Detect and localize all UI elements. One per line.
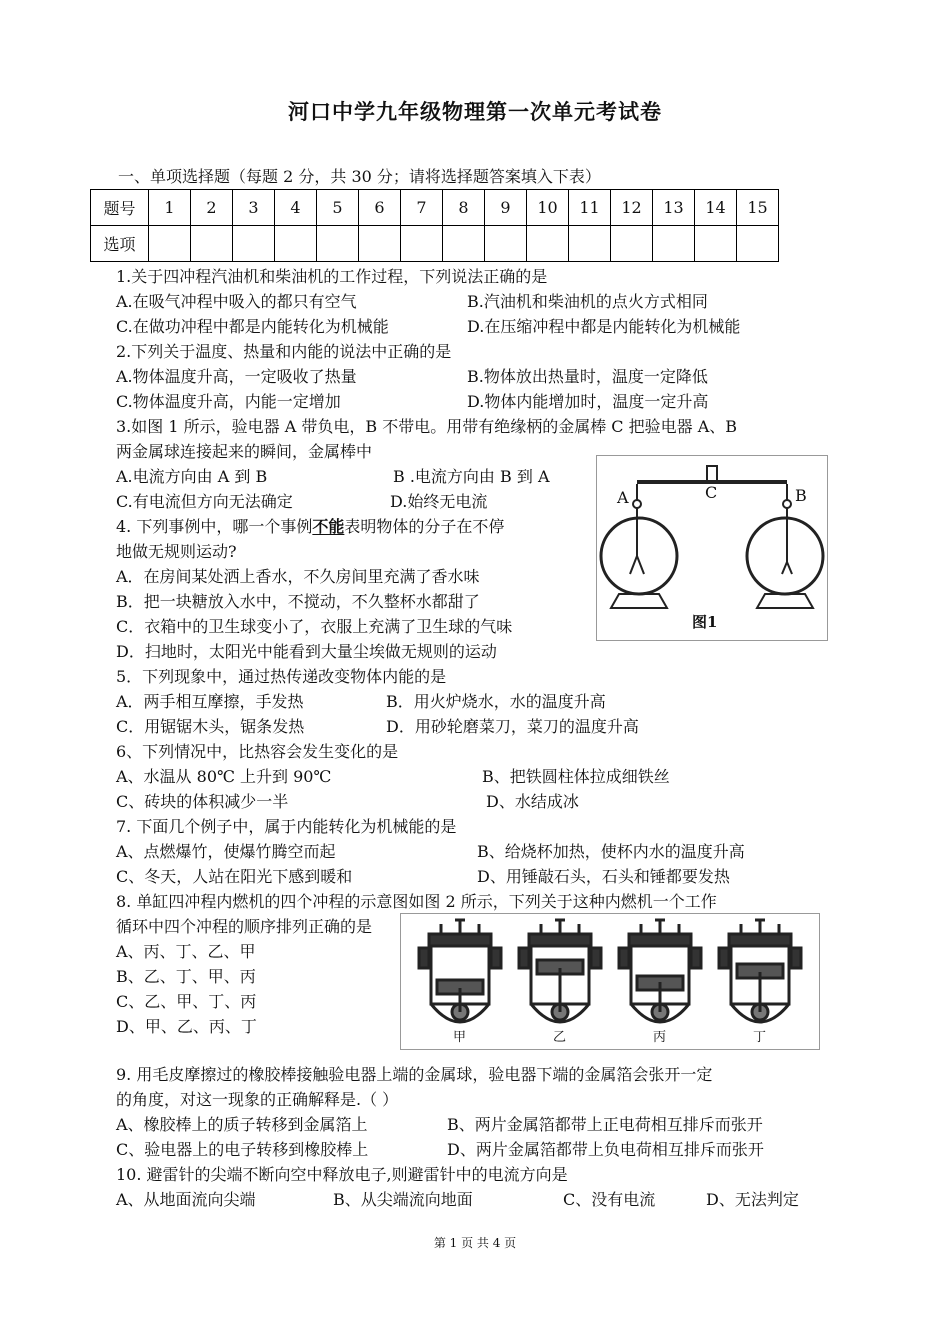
table-cell: 8	[443, 190, 485, 226]
q2-option-a: A.物体温度升高，一定吸收了热量	[116, 367, 357, 386]
answer-cell[interactable]	[653, 226, 695, 262]
q10-option-d: D、无法判定	[706, 1190, 799, 1209]
q3-option-c: C.有电流但方向无法确定	[116, 492, 293, 511]
fig2-label-yi: 乙	[553, 1030, 567, 1045]
table-cell: 4	[275, 190, 317, 226]
fig1-caption: 图1	[692, 613, 718, 631]
answer-cell[interactable]	[569, 226, 611, 262]
answer-cell[interactable]	[737, 226, 779, 262]
q4-stem-emphasis: 不能	[312, 517, 345, 536]
q7-option-c: C、冬天，人站在阳光下感到暖和	[116, 867, 353, 886]
q8-stem-line1: 8. 单缸四冲程内燃机的四个冲程的示意图如图 2 所示，下列关于这种内燃机一个工作	[116, 892, 717, 911]
q3-option-b: B .电流方向由 B 到 A	[393, 467, 550, 486]
q2-option-d: D.物体内能增加时，温度一定升高	[467, 392, 709, 411]
answer-cell[interactable]	[527, 226, 569, 262]
q3-stem-line1: 3.如图 1 所示，验电器 A 带负电，B 不带电。用带有绝缘柄的金属棒 C 把验电器 A、B	[116, 417, 738, 436]
q4-option-c: C．衣箱中的卫生球变小了，衣服上充满了卫生球的气味	[116, 617, 513, 636]
q5-stem: 5．下列现象中，通过热传递改变物体内能的是	[116, 667, 447, 686]
q8-stem-line2: 循环中四个冲程的顺序排列正确的是	[116, 917, 373, 936]
q1-option-d: D.在压缩冲程中都是内能转化为机械能	[467, 317, 741, 336]
answer-cell[interactable]	[275, 226, 317, 262]
page-title: 河口中学九年级物理第一次单元考试卷	[288, 99, 662, 124]
q4-stem-line1	[116, 517, 504, 537]
table-cell: 9	[485, 190, 527, 226]
table-cell: 13	[653, 190, 695, 226]
table-row	[91, 226, 779, 262]
q10-option-b: B、从尖端流向地面	[333, 1190, 473, 1209]
q3-option-d: D.始终无电流	[390, 492, 488, 511]
answer-cell[interactable]	[443, 226, 485, 262]
q6-option-a: A、水温从 80℃ 上升到 90℃	[116, 767, 332, 786]
table-cell: 15	[737, 190, 779, 226]
answer-cell[interactable]	[359, 226, 401, 262]
q5-option-c: C．用锯锯木头，锯条发热	[116, 717, 305, 736]
page-footer: 第 1 页 共 4 页	[433, 1236, 517, 1250]
table-cell: 12	[611, 190, 653, 226]
table-cell: 14	[695, 190, 737, 226]
q4-stem-pre: 4. 下列事例中，哪一个事例	[116, 517, 313, 536]
fig1-label-a: A	[617, 488, 629, 507]
q8-option-d: D、甲、乙、丙、丁	[116, 1017, 257, 1036]
q9-option-b: B、两片金属箔都带上正电荷相互排斥而张开	[447, 1115, 763, 1134]
table-cell: 10	[527, 190, 569, 226]
q2-option-b: B.物体放出热量时，温度一定降低	[467, 367, 708, 386]
answer-cell[interactable]	[401, 226, 443, 262]
q2-stem: 2.下列关于温度、热量和内能的说法中正确的是	[116, 342, 452, 361]
section-heading: 一、单项选择题（每题 2 分，共 30 分；请将选择题答案填入下表）	[118, 167, 601, 186]
fig1-label-c: C	[705, 483, 718, 502]
table-cell: 7	[401, 190, 443, 226]
row-header-option: 选项	[91, 226, 149, 262]
q4-stem-line2: 地做无规则运动?	[116, 542, 237, 561]
fig1-label-b: B	[795, 486, 807, 505]
q4-option-d: D．扫地时，太阳光中能看到大量尘埃做无规则的运动	[116, 642, 497, 661]
q6-option-b: B、把铁圆柱体拉成细铁丝	[482, 767, 670, 786]
q1-option-b: B.汽油机和柴油机的点火方式相同	[467, 292, 708, 311]
answer-cell[interactable]	[191, 226, 233, 262]
q7-option-d: D、用锤敲石头，石头和锤都要发热	[477, 867, 730, 886]
q6-stem: 6、下列情况中，比热容会发生变化的是	[116, 742, 399, 761]
table-cell: 2	[191, 190, 233, 226]
q9-stem-line1: 9. 用毛皮摩擦过的橡胶棒接触验电器上端的金属球，验电器下端的金属箔会张开一定	[116, 1065, 713, 1084]
q10-option-c: C、没有电流	[563, 1190, 656, 1209]
q9-option-d: D、两片金属箔都带上负电荷相互排斥而张开	[447, 1140, 764, 1159]
q1-option-c: C.在做功冲程中都是内能转化为机械能	[116, 317, 389, 336]
answer-table	[90, 189, 779, 262]
q8-option-a: A、丙、丁、乙、甲	[116, 942, 256, 961]
table-cell: 3	[233, 190, 275, 226]
q4-stem-post: 表明物体的分子在不停	[344, 517, 505, 536]
q5-option-a: A．两手相互摩擦，手发热	[116, 692, 304, 711]
q9-option-a: A、橡胶棒上的质子转移到金属箔上	[116, 1115, 368, 1134]
answer-cell[interactable]	[695, 226, 737, 262]
table-cell: 11	[569, 190, 611, 226]
answer-cell[interactable]	[317, 226, 359, 262]
q8-option-b: B、乙、丁、甲、丙	[116, 967, 256, 986]
q3-option-a: A.电流方向由 A 到 B	[116, 467, 268, 486]
q6-option-d: D、水结成冰	[486, 792, 579, 811]
q10-stem: 10. 避雷针的尖端不断向空中释放电子,则避雷针中的电流方向是	[116, 1165, 568, 1184]
figure-1-electroscopes	[596, 455, 828, 641]
table-cell: 1	[149, 190, 191, 226]
row-header-number: 题号	[91, 190, 149, 226]
table-cell: 5	[317, 190, 359, 226]
q4-option-a: A．在房间某处洒上香水，不久房间里充满了香水味	[116, 567, 480, 586]
q2-option-c: C.物体温度升高，内能一定增加	[116, 392, 341, 411]
q5-option-d: D．用砂轮磨菜刀，菜刀的温度升高	[386, 717, 639, 736]
q4-option-b: B．把一块糖放入水中，不搅动，不久整杯水都甜了	[116, 592, 480, 611]
answer-cell[interactable]	[485, 226, 527, 262]
answer-cell[interactable]	[611, 226, 653, 262]
answer-cell[interactable]	[233, 226, 275, 262]
table-cell: 6	[359, 190, 401, 226]
q1-option-a: A.在吸气冲程中吸入的都只有空气	[116, 292, 357, 311]
q7-option-b: B、给烧杯加热，使杯内水的温度升高	[477, 842, 745, 861]
table-row	[91, 190, 779, 226]
fig2-label-bing: 丙	[653, 1030, 667, 1045]
figure-2-engine-strokes	[400, 913, 820, 1050]
q9-option-c: C、验电器上的电子转移到橡胶棒上	[116, 1140, 369, 1159]
q5-option-b: B．用火炉烧水，水的温度升高	[386, 692, 606, 711]
q8-option-c: C、乙、甲、丁、丙	[116, 992, 257, 1011]
answer-cell[interactable]	[149, 226, 191, 262]
q9-stem-line2: 的角度，对这一现象的正确解释是.（ ）	[116, 1090, 399, 1109]
q6-option-c: C、砖块的体积减少一半	[116, 792, 289, 811]
q10-option-a: A、从地面流向尖端	[116, 1190, 256, 1209]
q7-stem: 7. 下面几个例子中，属于内能转化为机械能的是	[116, 817, 457, 836]
q7-option-a: A、点燃爆竹，使爆竹腾空而起	[116, 842, 336, 861]
fig2-label-ding: 丁	[753, 1030, 767, 1045]
fig2-label-jia: 甲	[453, 1030, 467, 1045]
q1-stem: 1.关于四冲程汽油机和柴油机的工作过程，下列说法正确的是	[116, 267, 548, 286]
q3-stem-line2: 两金属球连接起来的瞬间，金属棒中	[116, 442, 373, 461]
